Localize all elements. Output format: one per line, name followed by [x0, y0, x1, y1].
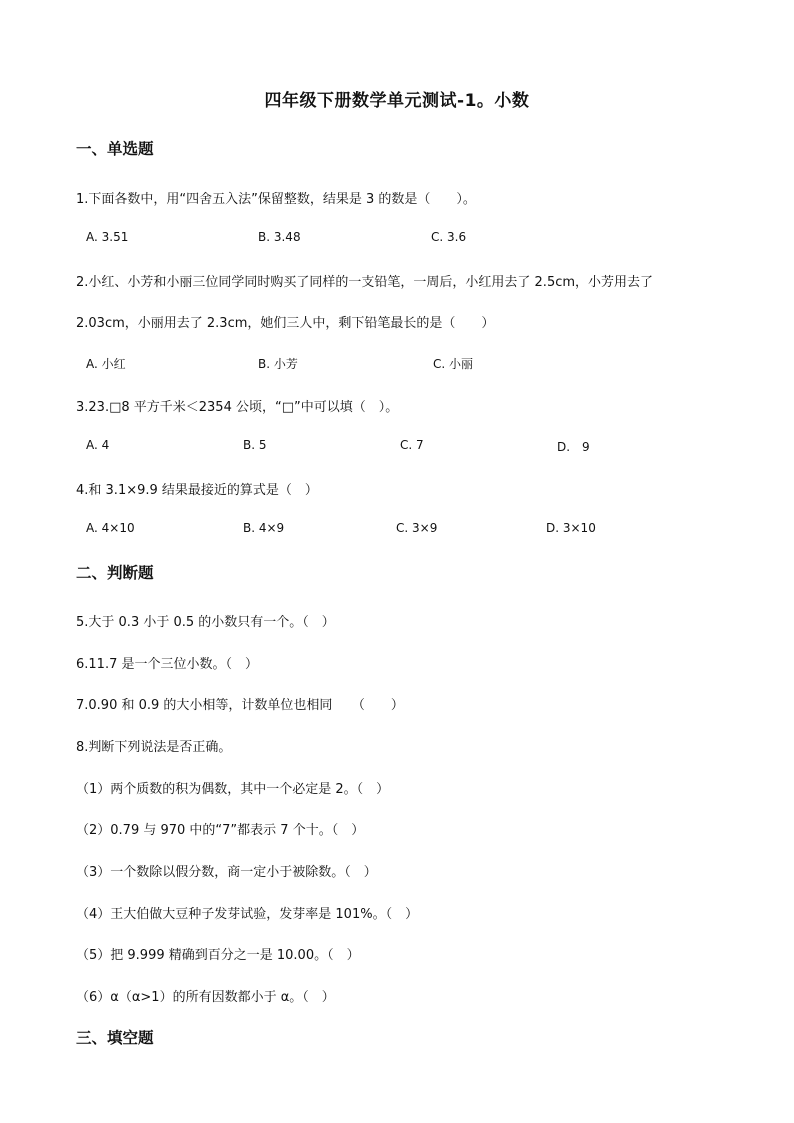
question-2-option-c: C. 小丽	[433, 357, 474, 371]
question-3-option-b: B. 5	[243, 438, 267, 452]
question-1-option-b: B. 3.48	[258, 230, 301, 244]
question-3-option-a: A. 4	[86, 438, 110, 452]
question-3-option-c: C. 7	[400, 438, 424, 452]
section-heading-fill-blank: 三、填空题	[76, 1029, 154, 1047]
question-3-option-d: D. 9	[557, 440, 590, 454]
question-4-option-d: D. 3×10	[546, 521, 596, 535]
section-heading-single-choice: 一、单选题	[76, 140, 154, 158]
question-3-text: 3.23.□8 平方千米＜2354 公顷，“□”中可以填（ ）。	[76, 400, 399, 415]
question-4-option-a: A. 4×10	[86, 521, 135, 535]
question-7-text: 7.0.90 和 0.9 的大小相等，计数单位也相同 （ ）	[76, 698, 404, 713]
section-heading-true-false: 二、判断题	[76, 564, 154, 582]
page-title: 四年级下册数学单元测试-1。小数	[264, 91, 530, 111]
question-8-subitem-5: （5）把 9.999 精确到百分之一是 10.00。（ ）	[76, 948, 360, 963]
question-4-text: 4.和 3.1×9.9 结果最接近的算式是（ ）	[76, 483, 318, 498]
question-6-text: 6.11.7 是一个三位小数。（ ）	[76, 657, 258, 672]
question-2-text-line2: 2.03cm，小丽用去了 2.3cm，她们三人中，剩下铅笔最长的是（ ）	[76, 316, 495, 331]
question-2-option-b: B. 小芳	[258, 357, 298, 371]
question-4-option-c: C. 3×9	[396, 521, 438, 535]
question-8-text: 8.判断下列说法是否正确。	[76, 740, 232, 755]
question-8-subitem-1: （1）两个质数的积为偶数，其中一个必定是 2。（ ）	[76, 782, 390, 797]
question-1-option-a: A. 3.51	[86, 230, 129, 244]
question-1-option-c: C. 3.6	[431, 230, 467, 244]
question-5-text: 5.大于 0.3 小于 0.5 的小数只有一个。（ ）	[76, 615, 335, 630]
question-4-option-b: B. 4×9	[243, 521, 285, 535]
question-2-option-a: A. 小红	[86, 357, 126, 371]
question-2-text-line1: 2.小红、小芳和小丽三位同学同时购买了同样的一支铅笔，一周后，小红用去了 2.5cm，小芳用去了	[76, 275, 654, 290]
question-8-subitem-3: （3）一个数除以假分数，商一定小于被除数。（ ）	[76, 865, 377, 880]
question-8-subitem-6: （6）α（α>1）的所有因数都小于 α。（ ）	[76, 990, 335, 1005]
question-1-text: 1.下面各数中，用“四舍五入法”保留整数，结果是 3 的数是（ ）。	[76, 192, 476, 207]
question-8-subitem-4: （4）王大伯做大豆种子发芽试验，发芽率是 101%。（ ）	[76, 907, 419, 922]
question-8-subitem-2: （2）0.79 与 970 中的“7”都表示 7 个十。（ ）	[76, 823, 365, 838]
